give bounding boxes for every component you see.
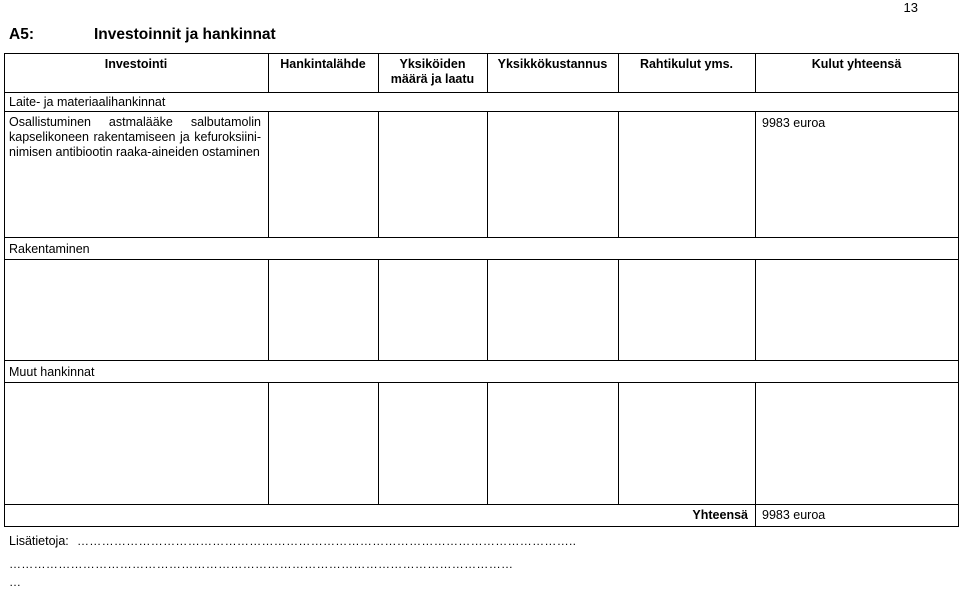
section-divider bbox=[4, 111, 959, 112]
column-divider bbox=[487, 382, 488, 504]
row1-total: 9983 euroa bbox=[762, 116, 826, 130]
table-top-border bbox=[4, 53, 959, 54]
column-divider bbox=[487, 259, 488, 360]
header-yksikoiden-maara-line1: Yksiköiden bbox=[399, 57, 466, 71]
column-divider bbox=[618, 111, 619, 237]
section-laite-materiaalihankinnat: Laite- ja materiaalihankinnat bbox=[9, 95, 166, 109]
section-title: Investoinnit ja hankinnat bbox=[94, 26, 276, 43]
lisatietoja-line3: … bbox=[9, 575, 22, 589]
row1-description: Osallistuminen astmalääke salbutamolin kapselikoneen rakentamiseen ja kefuroksiini-nimisen antibiootin raaka-aineiden ostaminen bbox=[9, 115, 261, 159]
column-divider bbox=[755, 504, 756, 526]
column-divider bbox=[755, 382, 756, 504]
table-right-border bbox=[958, 53, 959, 526]
column-divider bbox=[487, 111, 488, 237]
lisatietoja-line1: ………………………………………………………………………………………………………….. bbox=[77, 534, 577, 548]
section-divider bbox=[4, 382, 959, 383]
column-divider bbox=[268, 111, 269, 237]
lisatietoja-line2: …………………………………………………………………………………………………………… bbox=[9, 557, 514, 571]
row-divider bbox=[4, 504, 959, 505]
row-divider bbox=[4, 237, 959, 238]
header-investointi: Investointi bbox=[104, 57, 168, 71]
header-rahtikulut: Rahtikulut yms. bbox=[639, 57, 734, 71]
column-divider bbox=[618, 382, 619, 504]
column-divider bbox=[618, 259, 619, 360]
row-divider bbox=[4, 360, 959, 361]
table-left-border bbox=[4, 53, 5, 526]
column-divider bbox=[378, 111, 379, 237]
total-value: 9983 euroa bbox=[762, 508, 826, 522]
column-divider bbox=[268, 259, 269, 360]
lisatietoja-label: Lisätietoja: bbox=[9, 534, 69, 548]
header-kulut-yhteensa: Kulut yhteensä bbox=[811, 57, 902, 71]
header-yksikoiden-maara-line2: määrä ja laatu bbox=[390, 72, 475, 86]
section-rakentaminen: Rakentaminen bbox=[9, 242, 90, 256]
column-divider bbox=[378, 382, 379, 504]
column-divider bbox=[378, 259, 379, 360]
column-divider bbox=[755, 259, 756, 360]
column-divider bbox=[268, 382, 269, 504]
page-number: 13 bbox=[903, 0, 918, 15]
header-yksikoiden-maara bbox=[378, 57, 487, 87]
header-yksikkokustannus: Yksikkökustannus bbox=[497, 57, 608, 71]
section-code: A5: bbox=[9, 26, 34, 43]
column-divider bbox=[755, 111, 756, 237]
total-label: Yhteensä bbox=[692, 508, 748, 522]
header-hankintalahde: Hankintalähde bbox=[280, 57, 366, 71]
header-divider bbox=[4, 92, 959, 93]
section-divider bbox=[4, 259, 959, 260]
table-bottom-border bbox=[4, 526, 959, 527]
section-muut-hankinnat: Muut hankinnat bbox=[9, 365, 95, 379]
